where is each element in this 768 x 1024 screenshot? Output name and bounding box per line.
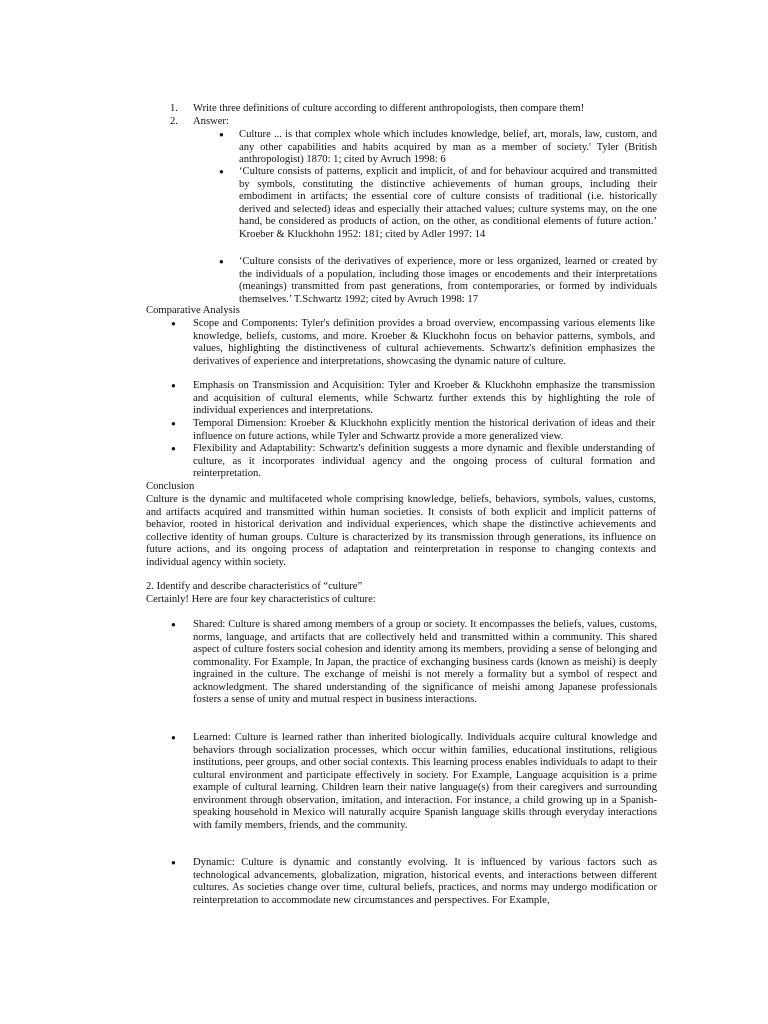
- bullet-icon: ●: [171, 733, 176, 742]
- question-2-intro: Certainly! Here are four key characteristics of culture:: [146, 594, 376, 605]
- conclusion-text: Culture is the dynamic and multifaceted whole comprising knowledge, beliefs, behaviors, symbols, values, customs, and artifacts acquired and transmitted within human societies. It consists of both explicit and implicit patterns of behavior, rooted in historical derivation and individual experiences, which shape the distinctive achievements and collective identity of human groups. Culture is characterized by its transmission through generations, its influence on future actions, and its ongoing process of adaptation and reinterpretation in response to changing contexts and individual agency within society.: [146, 494, 656, 568]
- conclusion-heading: Conclusion: [146, 481, 195, 492]
- definition-kroeber-kluckhohn: ‘Culture consists of patterns, explicit and implicit, of and for behaviour acquired and transmitted by symbols, constituting the distinctive achievements of human groups, including their embodiment in artifacts; the essential core of culture consists of traditional (i.e. historically derived and selected) ideas and especially their attached values; culture systems may, on the one hand, be considered as products of action, on the other, as conditional elements of future action.’ Kroeber & Kluckhohn 1952: 181; cited by Adler 1997: 14: [239, 166, 657, 240]
- characteristic-shared: Shared: Culture is shared among members of a group or society. It encompasses the beliefs, values, customs, norms, language, and artifacts that are collectively held and transmitted within a community. This shared aspect of culture fosters social cohesion and identity among its members, providing a sense of belonging and commonality. For Example, In Japan, the practice of exchanging business cards (known as meishi) is deeply ingrained in the culture. The exchange of meishi is not merely a formality but a symbol of respect and acknowledgment. The shared understanding of the significance of meishi among Japanese professionals fosters a sense of unity and mutual respect in business interactions.: [193, 619, 657, 705]
- bullet-icon: ●: [171, 419, 176, 428]
- list-number: 1.: [170, 103, 178, 114]
- characteristic-learned: Learned: Culture is learned rather than inherited biologically. Individuals acquire cultural knowledge and behaviors through socialization processes, which occur within families, educational institutions, religious institutions, peer groups, and other social contexts. This learning process enables individuals to adapt to their cultural environment and participate effectively in society. For Example, Language acquisition is a prime example of cultural learning. Children learn their native language(s) from their caregivers and surrounding environment through observation, imitation, and interaction. For instance, a child growing up in a Spanish-speaking household in Mexico will naturally acquire Spanish language skills through everyday interactions with family members, friends, and the community.: [193, 732, 657, 831]
- list-number: 2.: [170, 116, 178, 127]
- comparison-temporal: Temporal Dimension: Kroeber & Kluckhohn explicitly mention the historical derivation of ideas and their influence on future actions, while Tyler and Schwartz provide a more generalized view.: [193, 418, 655, 442]
- comparative-heading: Comparative Analysis: [146, 305, 240, 316]
- bullet-icon: ●: [219, 167, 224, 176]
- characteristic-dynamic: Dynamic: Culture is dynamic and constantly evolving. It is influenced by various factors such as technological advancements, globalization, migration, historical events, and interactions between different cultures. As societies change over time, cultural beliefs, practices, and norms may undergo modification or reinterpretation to accommodate new circumstances and perspectives. For Example,: [193, 857, 657, 906]
- bullet-icon: ●: [171, 444, 176, 453]
- bullet-icon: ●: [171, 319, 176, 328]
- bullet-icon: ●: [219, 257, 224, 266]
- definition-tyler: Culture ... is that complex whole which includes knowledge, belief, art, morals, law, custom, and any other capabilities and habits acquired by man as a member of society.' Tyler (British anthropologist) 1870: 1; cited by Avruch 1998: 6: [239, 129, 657, 165]
- question-2-heading: 2. Identify and describe characteristics of “culture”: [146, 581, 363, 592]
- comparison-scope: Scope and Components: Tyler's definition provides a broad overview, encompassing various elements like knowledge, beliefs, customs, and more. Kroeber & Kluckhohn focus on behavior patterns, symbols, and values, highlighting the distinctiveness of cultural achievements. Schwartz's definition emphasizes the derivatives of experience and interpretations, showcasing the dynamic nature of culture.: [193, 318, 655, 367]
- bullet-icon: ●: [219, 130, 224, 139]
- answer-label: Answer:: [193, 116, 229, 127]
- definition-schwartz: ‘Culture consists of the derivatives of experience, more or less organized, learned or created by the individuals of a population, including those images or encodements and their interpretations (meanings) transmitted from past generations, from contemporaries, or formed by individuals themselves.’ T.Schwartz 1992; cited by Avruch 1998: 17: [239, 256, 657, 305]
- comparison-transmission: Emphasis on Transmission and Acquisition: Tyler and Kroeber & Kluckhohn emphasize the transmission and acquisition of cultural elements, while Schwartz further extends this by highlighting the role of individual experiences and interpretations.: [193, 380, 655, 416]
- bullet-icon: ●: [171, 381, 176, 390]
- comparison-flexibility: Flexibility and Adaptability: Schwartz's definition suggests a more dynamic and flexible understanding of culture, as it incorporates individual agency and the ongoing process of cultural formation and reinterpretation.: [193, 443, 655, 479]
- bullet-icon: ●: [171, 620, 176, 629]
- question-1-text: Write three definitions of culture according to different anthropologists, then compare them!: [193, 103, 585, 114]
- bullet-icon: ●: [171, 858, 176, 867]
